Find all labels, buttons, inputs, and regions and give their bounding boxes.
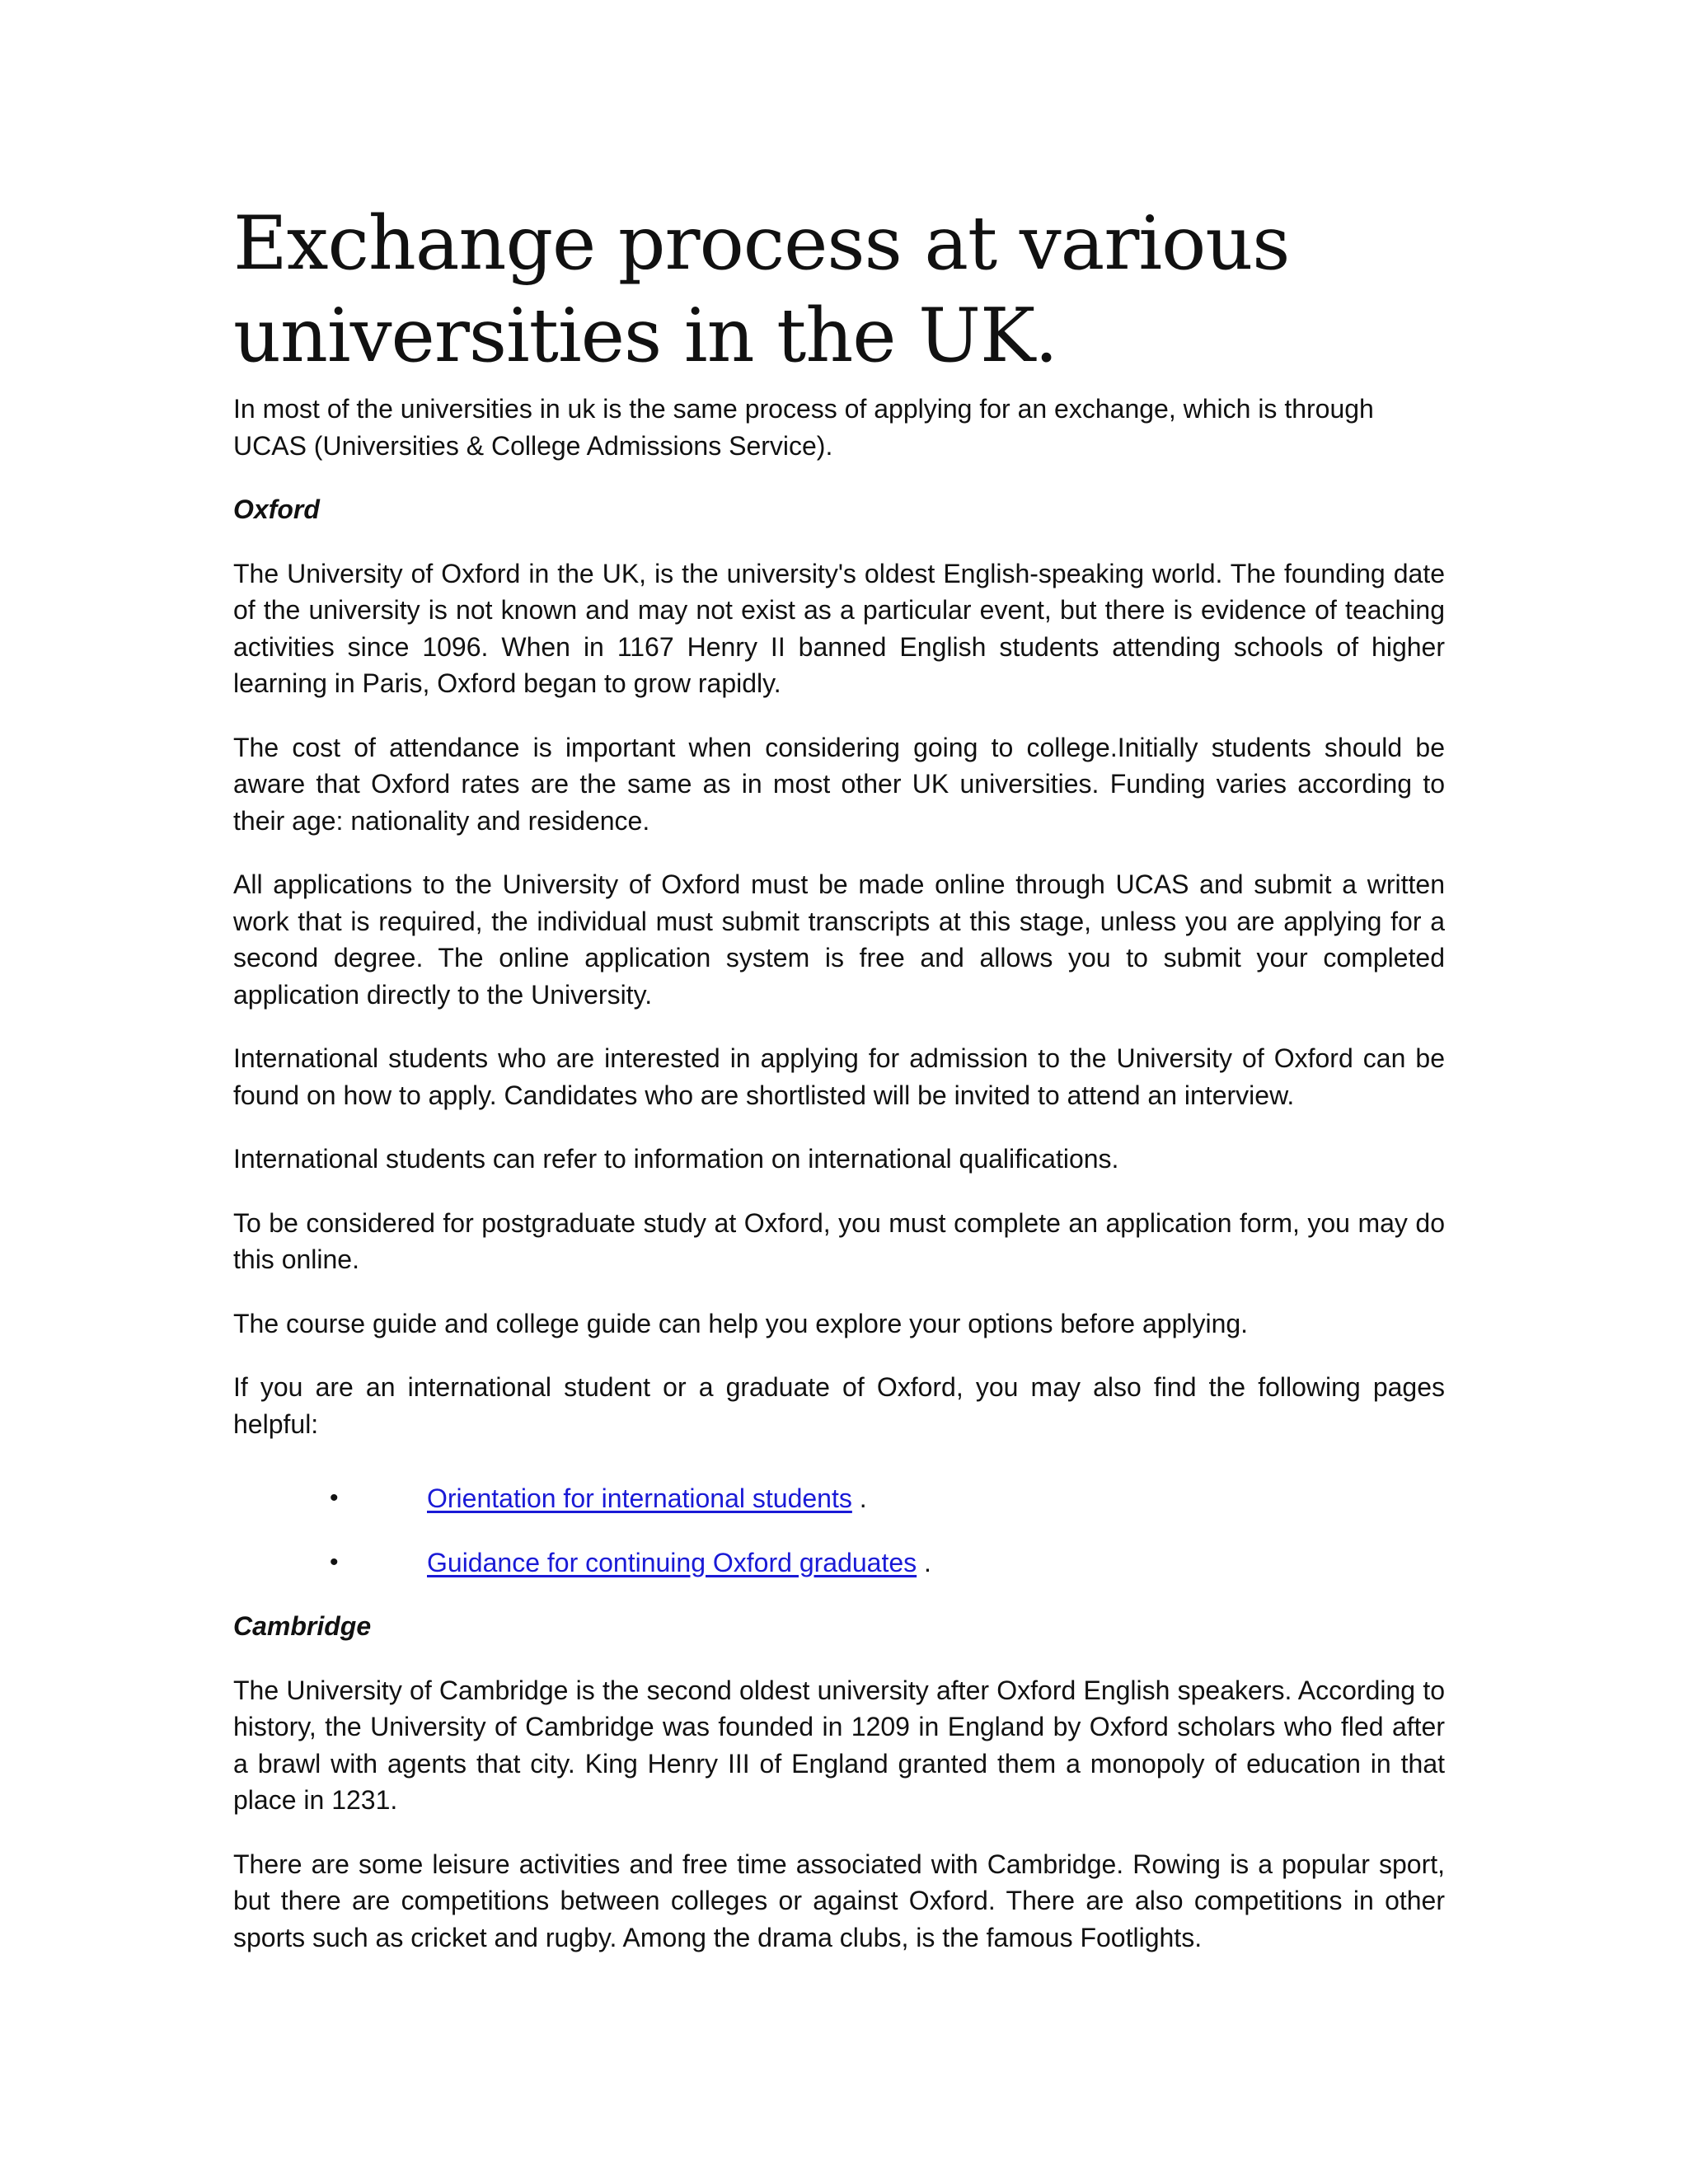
helpful-links-list xyxy=(233,1480,1445,1581)
cambridge-paragraph-leisure: There are some leisure activities and free time associated with Cambridge. Rowing is a popular sport, but there are competitions between colleges or against Oxford. There are also competitions in other sports such as cricket and rugby. Among the drama clubs, is the famous Footlights. xyxy=(233,1849,1445,1952)
link-suffix: . xyxy=(917,1547,931,1577)
section-heading-cambridge: Cambridge xyxy=(233,1611,372,1641)
link-suffix: . xyxy=(851,1483,867,1513)
bullet-icon: • xyxy=(330,1484,339,1511)
oxford-paragraph-postgraduate: To be considered for postgraduate study at Oxford, you must complete an application form, you may do this online. xyxy=(233,1207,1445,1274)
oxford-paragraph-guides: The course guide and college guide can help you explore your options before applying. xyxy=(233,1308,1249,1338)
bullet-icon: • xyxy=(330,1548,339,1576)
oxford-paragraph-history: The University of Oxford in the UK, is the university's oldest English-speaking world. The founding date of the university is not known and may not exist as a particular event, but there is evidence of teaching activities since 1096. When in 1167 Henry II banned English students attending schools of higher learning in Paris, Oxford began to grow rapidly. xyxy=(233,558,1445,698)
link-orientation-international-students[interactable]: Orientation for international students xyxy=(427,1483,852,1513)
oxford-paragraph-helpful-pages: If you are an international student or a graduate of Oxford, you may also find the following pages helpful: xyxy=(233,1372,1445,1439)
section-heading-oxford: Oxford xyxy=(233,494,320,524)
document-title: Exchange process at various universities in the UK. xyxy=(233,200,1290,379)
oxford-paragraph-international: International students who are interested in applying for admission to the University of Oxford can be found on how to apply. Candidates who are shortlisted will be invited to attend an interview. xyxy=(233,1043,1445,1110)
intro-paragraph: In most of the universities in uk is the same process of applying for an exchange, which is through UCAS (Universities & College Admissions Service). xyxy=(233,394,1374,461)
list-item xyxy=(233,1544,1445,1582)
oxford-paragraph-cost: The cost of attendance is important when considering going to college.Initially students should be aware that Oxford rates are the same as in most other UK universities. Funding varies according to their age: nationality and residence. xyxy=(233,732,1445,836)
link-guidance-continuing-graduates[interactable]: Guidance for continuing Oxford graduates xyxy=(427,1547,917,1577)
oxford-paragraph-applications: All applications to the University of Oxford must be made online through UCAS and submit a written work that is required, the individual must submit transcripts at this stage, unless you are applying for a second degree. The online application system is free and allows you to submit your completed application directly to the University. xyxy=(233,869,1445,1010)
document-page xyxy=(233,198,1445,1956)
oxford-paragraph-qualifications: International students can refer to information on international qualifications. xyxy=(233,1144,1119,1174)
cambridge-paragraph-history: The University of Cambridge is the second oldest university after Oxford English speakers. According to history, the University of Cambridge was founded in 1209 in England by Oxford scholars who fled after a brawl with agents that city. King Henry III of England granted them a monopoly of education in that place in 1231. xyxy=(233,1675,1445,1815)
list-item xyxy=(233,1480,1445,1517)
